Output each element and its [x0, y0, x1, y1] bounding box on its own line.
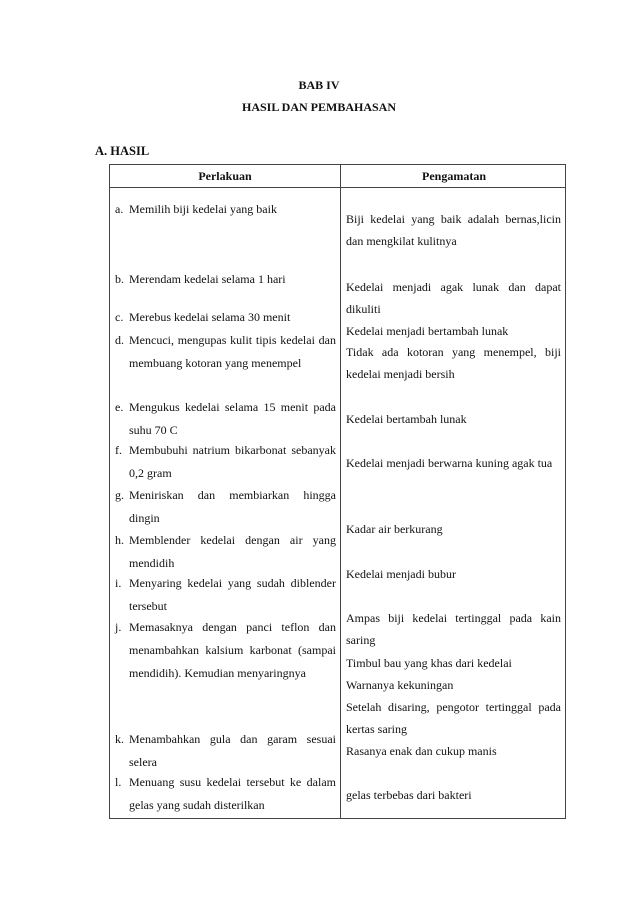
column-header-perlakuan: Perlakuan	[198, 169, 252, 183]
observation-text: Kedelai menjadi agak lunak dan dapat dikuliti	[346, 280, 561, 316]
treatment-step	[115, 728, 336, 774]
observation-text: Kedelai bertambah lunak	[346, 412, 467, 426]
observation-text: Setelah disaring, pengotor tertinggal pada kertas saring	[346, 700, 561, 736]
step-text: Membubuhi natrium bikarbonat sebanyak 0,2 gram	[129, 443, 336, 480]
step-text: Mencuci, mengupas kulit tipis kedelai dan membuang kotoran yang menempel	[129, 333, 336, 370]
chapter-title: HASIL DAN PEMBAHASAN	[241, 100, 397, 114]
chapter-number: BAB IV	[298, 78, 340, 92]
step-text: Menuang susu kedelai tersebut ke dalam gelas yang sudah disterilkan	[129, 775, 336, 812]
step-letter: j.	[115, 620, 122, 634]
step-text: Menambahkan gula dan garam sesuai selera	[129, 732, 336, 769]
step-text: Meniriskan dan membiarkan hingga dingin	[129, 488, 336, 525]
step-letter: a.	[115, 202, 124, 216]
observation-text: gelas terbebas dari bakteri	[346, 788, 472, 802]
treatment-step	[115, 529, 336, 575]
step-letter: l.	[115, 775, 122, 789]
observation-text: Kedelai menjadi berwarna kuning agak tua	[346, 456, 553, 470]
treatment-step	[115, 484, 336, 530]
observation-text: Kadar air berkurang	[346, 522, 443, 536]
results-table	[109, 164, 566, 819]
step-letter: h.	[115, 533, 124, 547]
observation-text: Biji kedelai yang baik adalah bernas,licin dan mengkilat kulitnya	[346, 212, 561, 248]
observation-text: Rasanya enak dan cukup manis	[346, 744, 497, 758]
step-text: Memilih biji kedelai yang baik	[129, 202, 277, 216]
step-letter: e.	[115, 400, 124, 414]
step-text: Memblender kedelai dengan air yang mendidih	[129, 533, 336, 570]
column-header-pengamatan: Pengamatan	[422, 169, 486, 183]
step-letter: b.	[115, 272, 124, 286]
treatment-step	[115, 198, 336, 221]
step-text: Memasaknya dengan panci teflon dan menambahkan kalsium karbonat (sampai mendidih). Kemudian menyaringnya	[129, 620, 336, 680]
treatment-step	[115, 439, 336, 485]
step-letter: f.	[115, 443, 122, 457]
step-text: Merendam kedelai selama 1 hari	[129, 272, 286, 286]
treatment-step	[115, 396, 336, 442]
step-text: Menyaring kedelai yang sudah diblender tersebut	[129, 576, 336, 613]
column-divider	[340, 165, 341, 818]
step-letter: i.	[115, 576, 122, 590]
treatment-step	[115, 268, 336, 291]
step-letter: d.	[115, 333, 124, 347]
observation-text: Warnanya kekuningan	[346, 678, 454, 692]
step-text: Mengukus kedelai selama 15 menit pada suhu 70 C	[129, 400, 336, 437]
treatment-step	[115, 306, 336, 329]
observation-text: Ampas biji kedelai tertinggal pada kain saring	[346, 611, 561, 647]
treatment-step	[115, 771, 336, 817]
observation-text: Kedelai menjadi bertambah lunak	[346, 324, 509, 338]
treatment-step	[115, 329, 336, 375]
step-letter: g.	[115, 488, 124, 502]
header-divider	[110, 187, 565, 188]
observation-text: Kedelai menjadi bubur	[346, 567, 456, 581]
step-letter: k.	[115, 732, 124, 746]
treatment-step	[115, 572, 336, 618]
observation-text: Tidak ada kotoran yang menempel, biji kedelai menjadi bersih	[346, 345, 561, 381]
step-letter: c.	[115, 310, 124, 324]
observation-text: Timbul bau yang khas dari kedelai	[346, 656, 512, 670]
step-text: Merebus kedelai selama 30 menit	[129, 310, 291, 324]
section-heading: A. HASIL	[95, 144, 150, 158]
treatment-step	[115, 616, 336, 685]
